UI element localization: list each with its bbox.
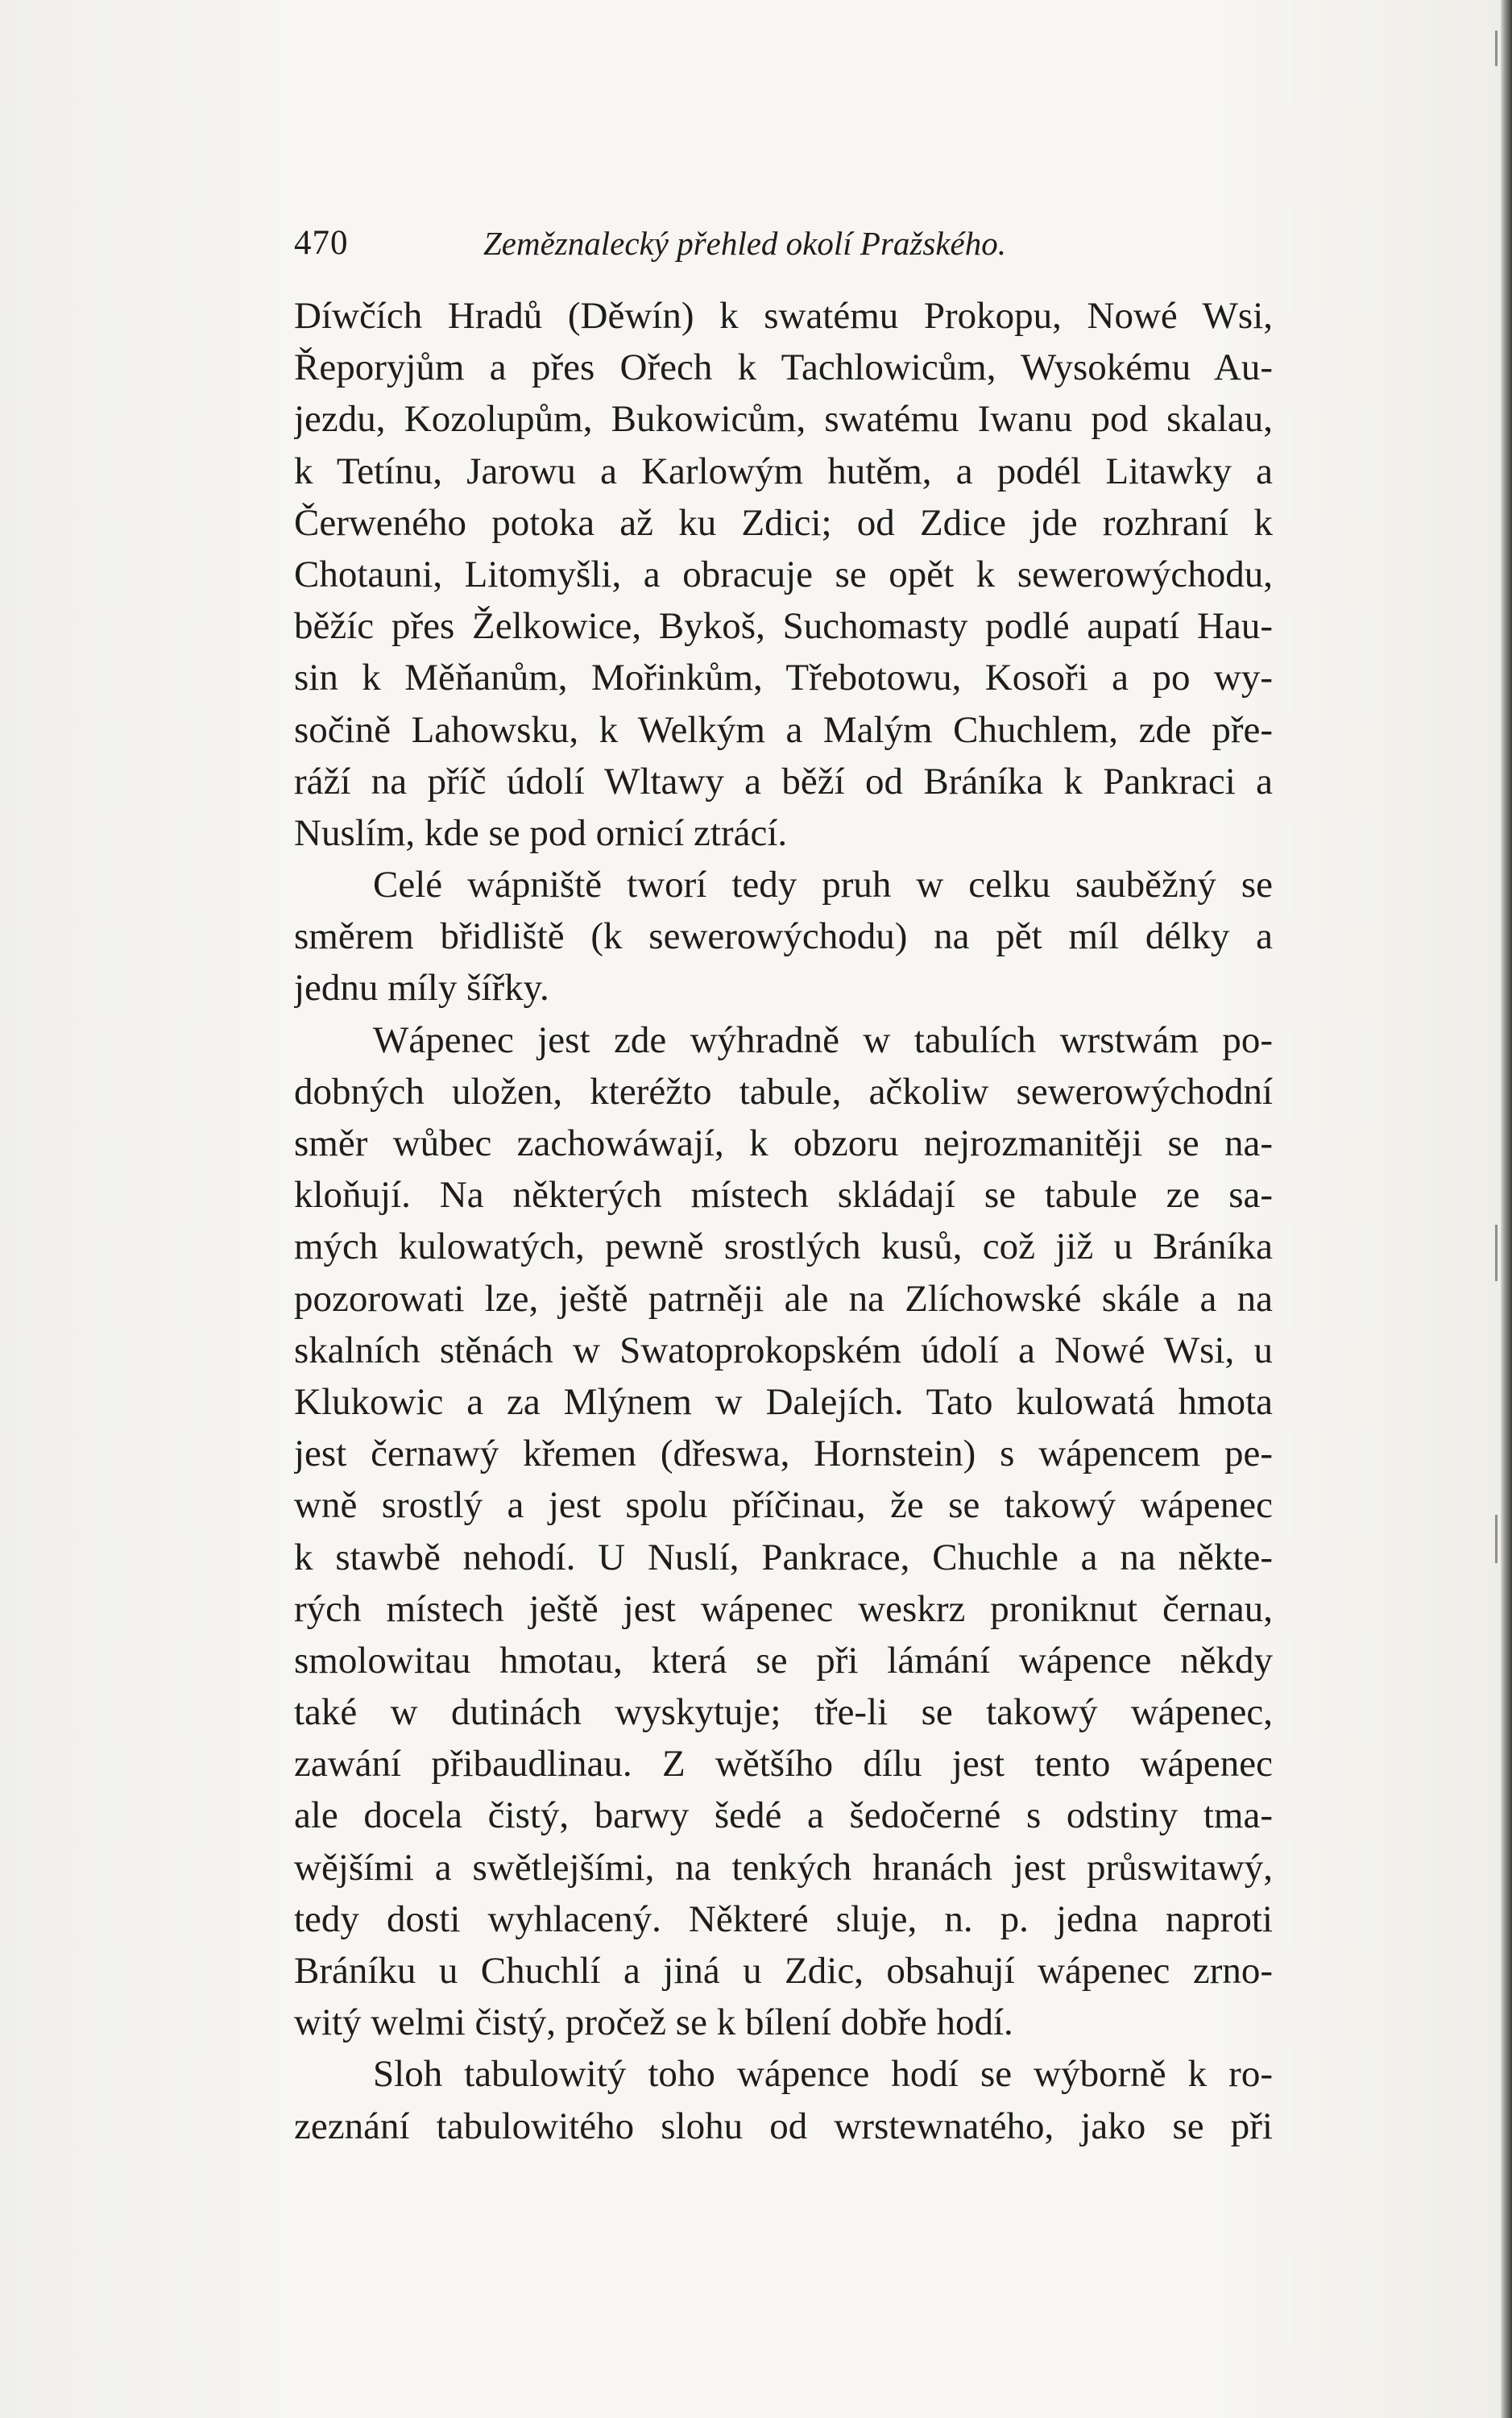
text-line: zeznání tabulowitého slohu od wrstewnatého, jako se při [294,2105,1273,2147]
text-line: Celé wápniště tworí tedy pruh w celku sauběžný se [373,864,1273,906]
text-line: směrem břidliště (k sewerowýchodu) na pět míl délky a [294,915,1273,958]
text-line: zawání přibaudlinau. Z wětšího dílu jest tento wápenec [294,1743,1273,1786]
text-line: k Tetínu, Jarowu a Karlowým hutěm, a podél Litawky a [294,450,1273,492]
text-line: sočině Lahowsku, k Welkým a Malým Chuchlem, zde pře- [294,708,1273,751]
text-line: také w dutinách wyskytuje; tře-li se takowý wápenec, [294,1691,1273,1734]
page-edge-shadow [1501,0,1512,2418]
body-text [294,290,1273,2152]
page-edge-mark [1495,1515,1498,1563]
text-line: Bráníku u Chuchlí a jiná u Zdic, obsahují wápenec zrno- [294,1950,1273,1992]
text-line: Nuslím, kde se pod ornicí ztrácí. [294,811,788,854]
text-line: tedy dosti wyhlacený. Některé sluje, n. p. jedna naproti [294,1897,1273,1940]
running-head [294,219,1273,268]
text-line: jezdu, Kozolupům, Bukowicům, swatému Iwanu pod skalau, [294,398,1273,441]
page-edge-mark [1495,1225,1498,1281]
text-line: pozorowati lze, ještě patrněji ale na Zlíchowské skále a na [294,1277,1273,1320]
text-line: wějšími a swětlejšími, na tenkých hranách jest průswitawý, [294,1846,1273,1889]
paragraph [294,859,1273,1014]
text-line: ale docela čistý, barwy šedé a šedočerné s odstiny tma- [294,1794,1273,1837]
text-line: Chotauni, Litomyšli, a obracuje se opět k sewerowýchodu, [294,553,1273,595]
page-number: 470 [294,224,349,262]
text-line: Wápenec jest zde wýhradně w tabulích wrstwám po- [373,1018,1273,1061]
text-line: sin k Měňanům, Mořinkům, Třebotowu, Kosoři a po wy- [294,657,1273,699]
text-line: Sloh tabulowitý toho wápence hodí se wýborně k ro- [373,2053,1273,2096]
text-line: rých místech ještě jest wápenec weskrz proniknut černau, [294,1587,1273,1630]
text-line: k stawbě nehodí. U Nuslí, Pankrace, Chuchle a na někte- [294,1536,1273,1578]
paragraph [294,2048,1273,2151]
text-line: mých kulowatých, pewně srostlých kusů, což již u Bráníka [294,1226,1273,1268]
paragraph [294,1014,1273,2049]
page-edge-mark [1495,31,1498,66]
text-line: Řeporyjům a přes Ořech k Tachlowicům, Wysokému Au- [294,346,1273,389]
text-line: kloňují. Na některých místech skládají se tabule ze sa- [294,1174,1273,1217]
text-line: Klukowic a za Mlýnem w Dalejích. Tato kulowatá hmota [294,1380,1273,1423]
text-line: Čerweného potoka až ku Zdici; od Zdice jde rozhraní k [294,501,1273,544]
text-line: jednu míly šířky. [294,967,549,1010]
running-title: Zeměznalecký přehled okolí Pražského. [483,225,1006,262]
paragraph [294,290,1273,859]
text-line: ráží na příč údolí Wltawy a běží od Bráníka k Pankraci a [294,760,1273,803]
text-line: jest černawý křemen (dřeswa, Hornstein) s wápencem pe- [294,1433,1273,1475]
text-line: smolowitau hmotau, která se při lámání wápence někdy [294,1639,1273,1682]
text-line: wně srostlý a jest spolu příčinau, že se takowý wápenec [294,1484,1273,1527]
text-line: skalních stěnách w Swatoprokopském údolí a Nowé Wsi, u [294,1329,1273,1371]
text-line: směr wůbec zachowáwají, k obzoru nejrozmanitěji se na- [294,1122,1273,1164]
text-line: witý welmi čistý, pročež se k bílení dobře hodí. [294,2001,1013,2044]
text-line: Díwčích Hradů (Děwín) k swatému Prokopu, Nowé Wsi, [294,295,1273,337]
text-line: dobných uložen, kteréžto tabule, ačkoliw sewerowýchodní [294,1070,1273,1113]
text-line: běžíc přes Želkowice, Bykoš, Suchomasty podlé aupatí Hau- [294,605,1273,648]
